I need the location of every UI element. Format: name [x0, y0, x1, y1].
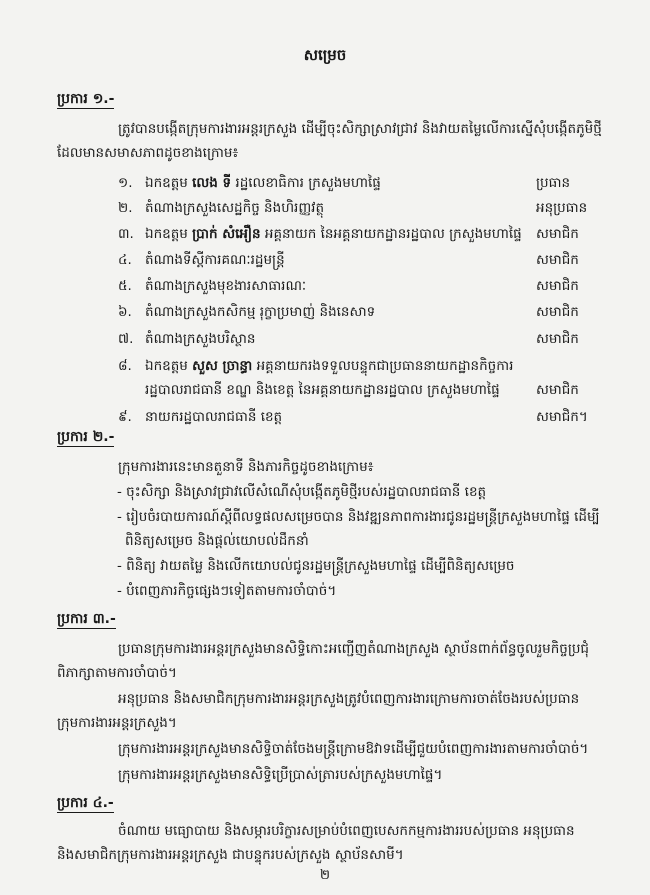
member-text: តំណាងក្រសួងកសិកម្ម រុក្ខាប្រមាញ់ និងនេសាទ [145, 304, 376, 320]
duty-item: - ចុះសិក្សា និងស្រាវជ្រាវលើសំណើសុំបង្កើតភូមិថ្មីរបស់រដ្ឋបាលរាជធានី ខេត្ត [117, 484, 487, 500]
member-name: សួស ច្រាន្ធា [192, 358, 253, 374]
member-number: ៧. [118, 331, 134, 347]
duty-item: - បំពេញភារកិច្ចផ្សេងៗទៀតតាមការចាំបាច់។ [117, 583, 337, 599]
member-role: សមាជិក [536, 331, 579, 347]
article-1-intro-line-2: ដែលមានសមាសភាពដូចខាងក្រោម៖ [57, 145, 239, 161]
member-number: ២. [118, 200, 133, 216]
article-3-heading: ប្រការ ៣.- [57, 611, 116, 627]
member-number: ១. [118, 175, 133, 191]
article-1-intro-line-1: ត្រូវបានបង្កើតក្រុមការងារអន្តរក្រសួង ដើម្បីចុះសិក្សាស្រាវជ្រាវ និងវាយតម្លៃលើការស្នើសុំបង្កើតភូមិថ្មី [118, 121, 602, 137]
member-role: អនុប្រធាន [536, 200, 588, 216]
article-3-paragraph-continued: ពិភាក្សាតាមការចាំបាច់។ [57, 665, 177, 681]
member-number: ៥. [118, 278, 132, 294]
member-role: សមាជិក។ [536, 409, 588, 425]
member-text: តំណាងក្រសួងសេដ្ឋកិច្ច និងហិរញ្ញវត្ថុ [145, 200, 325, 216]
article-3-paragraph: ប្រធានក្រុមការងារអន្តរក្រសួងមានសិទ្ធិកោះអញ្ជើញតំណាងក្រសួង ស្ថាប័នពាក់ព័ន្ធចូលរួមកិច្ចប្រជុំ [118, 641, 589, 657]
member-text: ឯកឧត្តម លេង ទី រដ្ឋលេខាធិការ ក្រសួងមហាផ្ទៃ [145, 175, 381, 191]
duty-item: - ពិនិត្យ វាយតម្លៃ និងលើកយោបល់ជូនរដ្ឋមន្ត្រីក្រសួងមហាផ្ទៃ ដើម្បីពិនិត្យសម្រេច [117, 558, 515, 574]
member-name: លេង ទី [192, 175, 232, 191]
document-title: សម្រេច [303, 46, 347, 64]
page-number: ២ [319, 867, 331, 883]
member-text: តំណាងក្រសួងមុខងារសាធារណៈ [145, 278, 307, 294]
member-text: ឯកឧត្តម ប្រាក់ សំអឿន អគ្គនាយក នៃអគ្គនាយកដ្ឋានរដ្ឋបាល ក្រសួងមហាផ្ទៃ [145, 226, 522, 242]
member-number: ៣. [118, 226, 134, 242]
member-role: សមាជិក [536, 382, 579, 398]
article-4-heading: ប្រការ ៤.- [57, 795, 114, 811]
member-role: សមាជិក [536, 252, 579, 268]
member-role: សមាជិក [536, 304, 579, 320]
member-text: តំណាងក្រសួងបរិស្ថាន [145, 331, 256, 347]
member-text: ឯកឧត្តម សួស ច្រាន្ធា អគ្គនាយករងទទួលបន្ទុកជាប្រធាននាយកដ្ឋានកិច្ចការ [145, 358, 514, 374]
article-3-paragraph-continued: ក្រុមការងារអន្តរក្រសួង។ [57, 715, 177, 731]
member-number: ៨. [118, 358, 132, 374]
member-text-continued: រដ្ឋបាលរាជធានី ខណ្ឌ និងខេត្ត នៃអគ្គនាយកដ្ឋានរដ្ឋបាល ក្រសួងមហាផ្ទៃ [145, 382, 500, 398]
article-4-paragraph-continued: និងសមាជិកក្រុមការងារអន្តរក្រសួង ជាបន្ទុករបស់ក្រសួង ស្ថាប័នសាមី។ [57, 847, 404, 863]
article-3-paragraph: ក្រុមការងារអន្តរក្រសួងមានសិទ្ធិប្រើប្រាស់ត្រារបស់ក្រសួងមហាផ្ទៃ។ [118, 767, 443, 783]
member-text: តំណាងទីស្តីការគណៈរដ្ឋមន្ត្រី [145, 252, 285, 268]
article-4-paragraph: ចំណាយ មធ្យោបាយ និងសម្ភារបរិក្ខារសម្រាប់បំពេញបេសកកម្មការងាររបស់ប្រធាន អនុប្រធាន [118, 823, 575, 839]
article-1-heading: ប្រការ ១.- [57, 91, 115, 107]
member-role: សមាជិក [536, 226, 579, 242]
member-number: ៦. [118, 304, 132, 320]
article-2-heading: ប្រការ ២.- [57, 429, 115, 445]
member-text: នាយករដ្ឋបាលរាជធានី ខេត្ត [145, 409, 283, 425]
member-name: ប្រាក់ សំអឿន [192, 226, 261, 242]
duty-item-continued: ពិនិត្យសម្រេច និងផ្តល់យោបល់ដឹកនាំ [125, 533, 309, 549]
article-3-paragraph: អនុប្រធាន និងសមាជិកក្រុមការងារអន្តរក្រសួងត្រូវបំពេញការងារក្រោមការចាត់ចែងរបស់ប្រធាន [118, 691, 580, 707]
member-role: សមាជិក [536, 278, 579, 294]
member-role: ប្រធាន [536, 175, 571, 191]
duty-item: - រៀបចំរបាយការណ៍ស្តីពីលទ្ធផលសម្រេចបាន និងវឌ្ឍនភាពការងារជូនរដ្ឋមន្ត្រីក្រសួងមហាផ្ទៃ ដើម្បី [117, 509, 600, 525]
member-number: ៤. [118, 252, 132, 268]
article-3-paragraph: ក្រុមការងារអន្តរក្រសួងមានសិទ្ធិចាត់ចែងមន្ត្រីក្រោមឱវាទដើម្បីជួយបំពេញការងារតាមការចាំបាច់។ [118, 741, 589, 757]
article-2-intro: ក្រុមការងារនេះមានតួនាទី និងភារកិច្ចដូចខាងក្រោម៖ [118, 459, 374, 475]
member-number: ៩. [118, 409, 132, 425]
